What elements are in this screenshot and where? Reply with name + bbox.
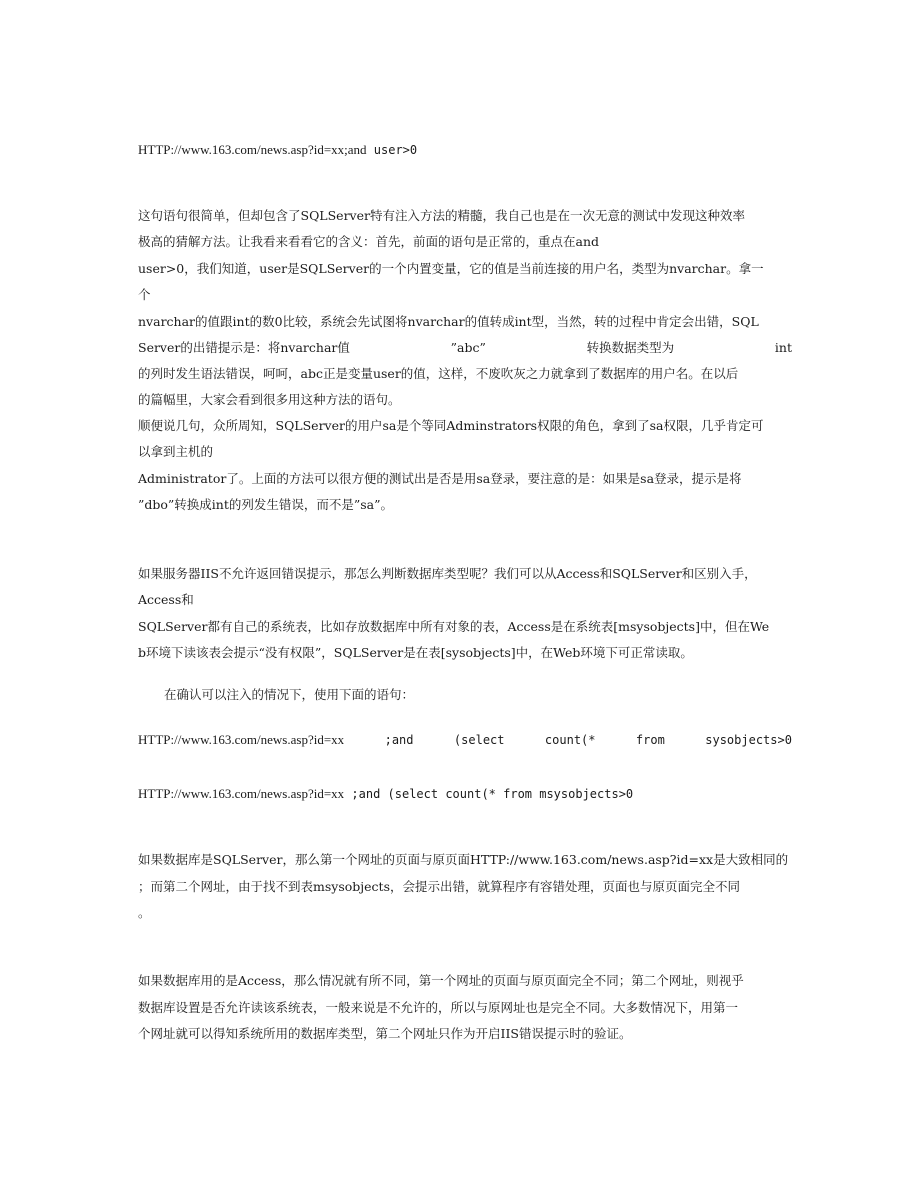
paragraph-line: 的列时发生语法错误，呵呵，abc正是变量user的值，这样，不废吹灰之力就拿到了数据库的用户名。在以后 xyxy=(138,366,739,381)
paragraph-line: 这句语句很简单，但却包含了SQLServer特有注入方法的精髓，我自己也是在一次无意的测试中发现这种效率 xyxy=(138,208,745,223)
paragraph-line: user>0，我们知道，user是SQLServer的一个内置变量，它的值是当前连接的用户名，类型为nvarchar。拿一 xyxy=(138,261,764,276)
code-token: sysobjects>0 xyxy=(705,733,792,747)
paragraph-line: Administrator了。上面的方法可以很方便的测试出是否是用sa登录，要注意的是：如果是sa登录，提示是将 xyxy=(138,471,742,486)
paragraph-line: 如果数据库用的是Access，那么情况就有所不同，第一个网址的页面与原页面完全不同；第二个网址，则视乎 xyxy=(138,973,744,988)
paragraph-line: 极高的猜解方法。让我看来看看它的含义：首先，前面的语句是正常的，重点在and xyxy=(138,234,600,249)
paragraph-line: nvarchar的值跟int的数0比较，系统会先试图将nvarchar的值转成int型，当然，转的过程中肯定会出错，SQL xyxy=(138,314,759,329)
url-text: HTTP://www.163.com/news.asp?id=xx xyxy=(138,732,345,747)
paragraph-line: 如果数据库是SQLServer，那么第一个网址的页面与原页面HTTP://www.163.com/news.asp?id=xx是大致相同的 xyxy=(138,852,789,867)
paragraph-line: 顺便说几句，众所周知，SQLServer的用户sa是个等同Adminstrators权限的角色，拿到了sa权限，几乎肯定可 xyxy=(138,418,764,433)
text-segment: int xyxy=(774,340,792,355)
paragraph-line: 以拿到主机的 xyxy=(138,444,214,459)
url-line-3 xyxy=(138,786,633,802)
paragraph-line: 数据库设置是否允许读该系统表，一般来说是不允许的，所以与原网址也是完全不同。大多数情况下，用第一 xyxy=(138,1000,739,1015)
paragraph-line: 的篇幅里，大家会看到很多用这种方法的语句。 xyxy=(138,392,401,407)
paragraph-line: SQLServer都有自己的系统表，比如存放数据库中所有对象的表，Access是在系统表[msysobjects]中，但在We xyxy=(138,619,770,634)
paragraph-line: ；而第二个网址，由于找不到表msysobjects，会提示出错，就算程序有容错处理，页面也与原页面完全不同 xyxy=(138,879,740,894)
text-segment: 转换数据类型为 xyxy=(586,340,675,355)
paragraph-line: 如果服务器IIS不允许返回错误提示，那怎么判断数据库类型呢？我们可以从Access和SQLServer和区别入手， xyxy=(138,566,757,581)
paragraph-line: ”dbo”转换成int的列发生错误，而不是”sa”。 xyxy=(138,497,394,512)
url-line-1 xyxy=(138,142,417,158)
intro-line: 在确认可以注入的情况下，使用下面的语句： xyxy=(164,687,415,702)
code-token: from xyxy=(635,733,665,747)
text-segment: ”abc” xyxy=(450,340,486,355)
code-token: ;and xyxy=(384,733,414,747)
url-text: HTTP://www.163.com/news.asp?id=xx;and xyxy=(138,142,367,157)
code-token: (select xyxy=(453,733,505,747)
url-line-2 xyxy=(138,732,792,748)
paragraph-line-spread xyxy=(138,340,792,356)
paragraph-line: b环境下读该表会提示“没有权限”，SQLServer是在表[sysobjects]中，在Web环境下可正常读取。 xyxy=(138,645,693,660)
paragraph-line: Access和 xyxy=(138,592,194,607)
url-suffix: user>0 xyxy=(366,143,418,157)
text-segment: Server的出错提示是：将nvarchar值 xyxy=(138,340,350,355)
paragraph-line: 。 xyxy=(138,905,151,920)
url-text: HTTP://www.163.com/news.asp?id=xx xyxy=(138,786,345,801)
paragraph-line: 个 xyxy=(138,287,151,302)
url-suffix: ;and (select count(* from msysobjects>0 xyxy=(344,787,634,801)
paragraph-line: 个网址就可以得知系统所用的数据库类型，第二个网址只作为开启IIS错误提示时的验证。 xyxy=(138,1026,632,1041)
code-token: count(* xyxy=(544,733,596,747)
